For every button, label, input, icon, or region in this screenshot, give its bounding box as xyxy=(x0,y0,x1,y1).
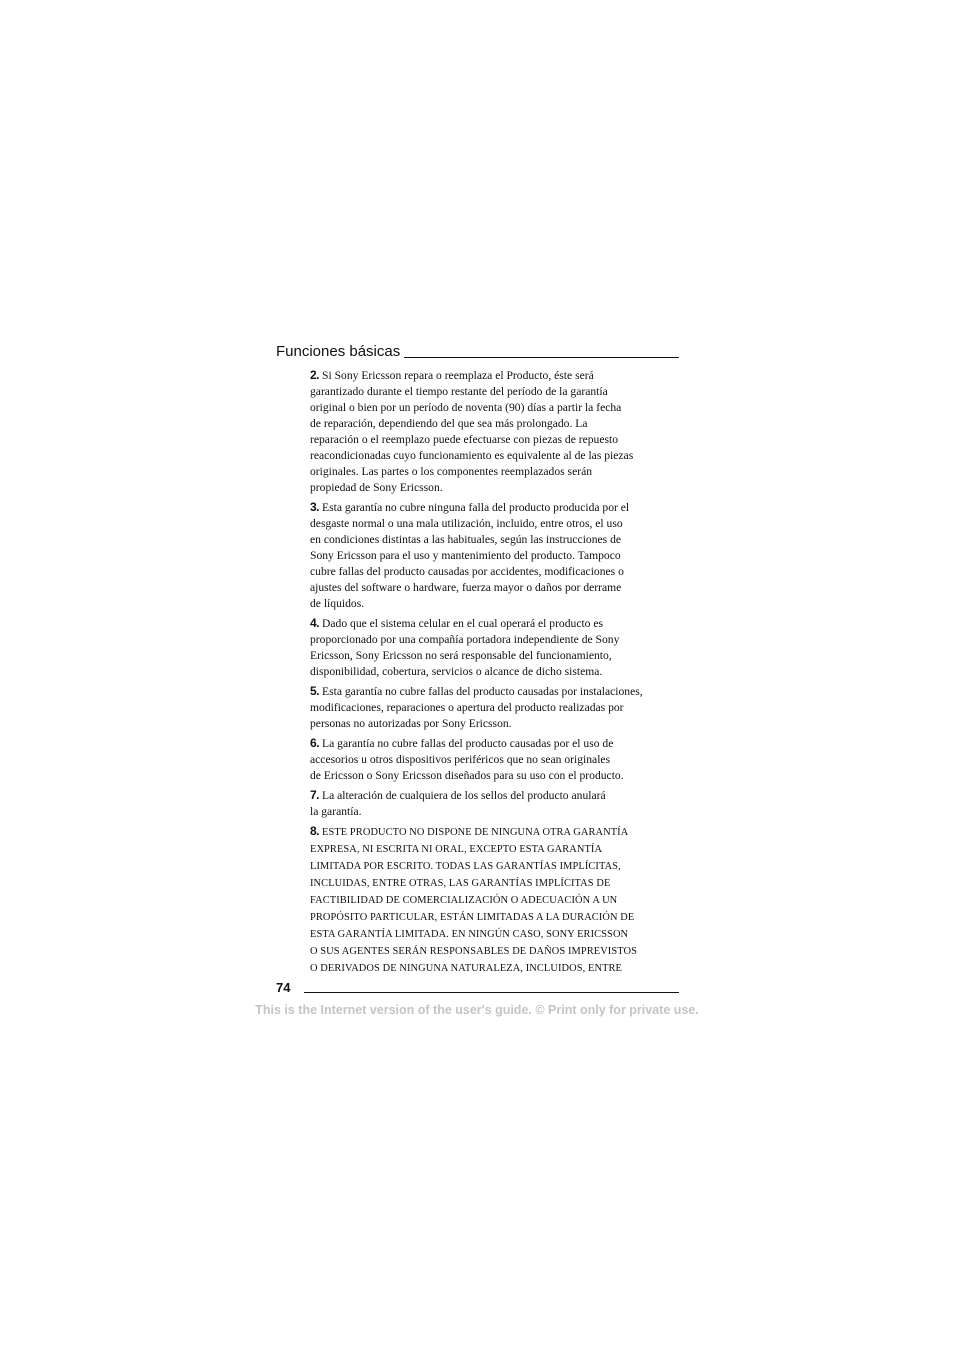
item-text: Esta garantía no cubre fallas del producto causadas por instalaciones, modificaciones, reparaciones o apertura del producto realizadas por personas no autorizadas por Sony Ericsson. xyxy=(310,685,643,730)
warranty-item-6 xyxy=(310,735,670,784)
item-number: 4. xyxy=(310,616,320,630)
item-text: La alteración de cualquiera de los sellos del producto anulará la garantía. xyxy=(310,789,606,818)
item-number: 3. xyxy=(310,500,320,514)
item-text: La garantía no cubre fallas del producto causadas por el uso de accesorios u otros dispositivos periféricos que no sean originales de Ericsson o Sony Ericsson diseñados para su uso con el producto. xyxy=(310,737,624,782)
item-number: 2. xyxy=(310,368,320,382)
page-header xyxy=(276,341,679,361)
warranty-list xyxy=(310,367,670,980)
footer-rule xyxy=(304,992,679,993)
warranty-item-7 xyxy=(310,787,670,820)
item-number: 5. xyxy=(310,684,320,698)
warranty-item-2 xyxy=(310,367,670,496)
item-number: 6. xyxy=(310,736,320,750)
item-number: 8. xyxy=(310,824,320,838)
item-number: 7. xyxy=(310,788,320,802)
warranty-item-3 xyxy=(310,499,670,612)
warranty-item-8 xyxy=(310,823,670,977)
warranty-item-4 xyxy=(310,615,670,680)
item-text: Si Sony Ericsson repara o reemplaza el Producto, éste será garantizado durante el tiempo restante del período de la garantía original o bien por un período de noventa (90) días a partir la fecha de reparación, dependiendo del que sea más prolongado. La reparación o el reemplazo puede efectuarse con piezas de repuesto reacondicionadas cuyo funcionamiento es equivalente al de las piezas originales. Las partes o los componentes reemplazados serán propiedad de Sony Ericsson. xyxy=(310,369,634,494)
section-title: Funciones básicas xyxy=(276,343,401,360)
header-rule xyxy=(404,357,679,358)
item-text: Esta garantía no cubre ninguna falla del producto producida por el desgaste normal o una mala utilización, incluido, entre otros, el uso en condiciones distintas a las habituales, según las instrucciones de Sony Ericsson para el uso y mantenimiento del producto. Tampoco cubre fallas del producto causadas por accidentes, modificaciones o ajustes del software o hardware, fuerza mayor o daños por derrame de líquidos. xyxy=(310,501,630,610)
item-text: ESTE PRODUCTO NO DISPONE DE NINGUNA OTRA GARANTÍA EXPRESA, NI ESCRITA NI ORAL, EXCEPTO ESTA GARANTÍA LIMITADA POR ESCRITO. TODAS LAS GARANTÍAS IMPLÍCITAS, INCLUIDAS, ENTRE OTRAS, LAS GARANTÍAS IMPLÍCITAS DE FACTIBILIDAD DE COMERCIALIZACIÓN O ADECUACIÓN A UN PROPÓSITO PARTICULAR, ESTÁN LIMITADAS A LA DURACIÓN DE ESTA GARANTÍA LIMITADA. EN NINGÚN CASO, SONY ERICSSON O SUS AGENTES SERÁN RESPONSABLES DE DAÑOS IMPREVISTOS O DERIVADOS DE NINGUNA NATURALEZA, INCLUIDOS, ENTRE xyxy=(310,827,637,974)
page-number: 74 xyxy=(276,980,291,995)
page-footer xyxy=(276,978,679,996)
item-text: Dado que el sistema celular en el cual operará el producto es proporcionado por una compañía portadora independiente de Sony Ericsson, Sony Ericsson no será responsable del funcionamiento, disponibilidad, cobertura, servicios o alcance de dicho sistema. xyxy=(310,617,620,678)
warranty-item-5 xyxy=(310,683,670,732)
internet-version-notice: This is the Internet version of the user's guide. © Print only for private use. xyxy=(255,1003,699,1017)
